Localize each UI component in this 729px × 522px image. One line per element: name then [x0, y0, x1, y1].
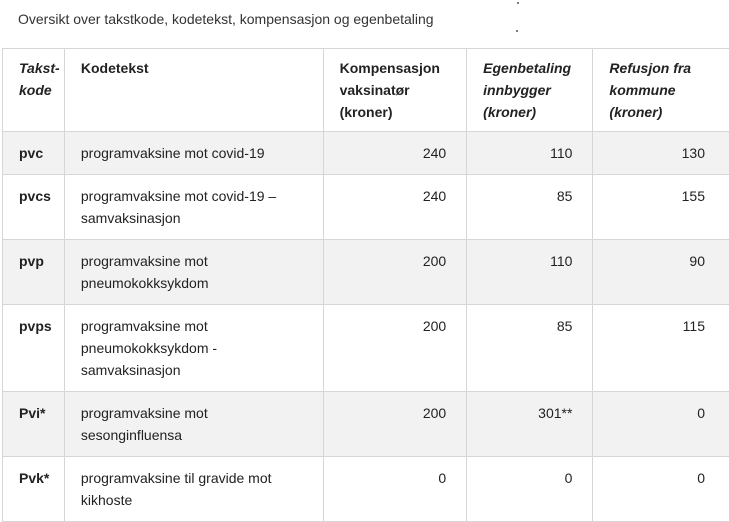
- table-row: [3, 457, 729, 522]
- header-kompensasjon: Kompensasjon vaksinatør (kroner): [323, 49, 467, 132]
- header-egenbetaling: Egenbetaling innbygger (kroner): [467, 49, 593, 132]
- cell-text: programvaksine mot pneumokokksykdom - samvaksinasjon: [64, 305, 323, 392]
- table-row: [3, 132, 729, 175]
- cell-kompensasjon: 200: [323, 240, 467, 305]
- cell-text: programvaksine mot sesonginfluensa: [64, 392, 323, 457]
- header-takstkode: Takst-kode: [3, 49, 65, 132]
- cell-code: pvps: [3, 305, 65, 392]
- cell-refusjon: 115: [593, 305, 729, 392]
- table-row: [3, 240, 729, 305]
- stray-dot: [517, 2, 519, 4]
- cell-kompensasjon: 200: [323, 392, 467, 457]
- cell-refusjon: 90: [593, 240, 729, 305]
- table-row: [3, 305, 729, 392]
- cell-egenbetaling: 110: [467, 132, 593, 175]
- cell-text: programvaksine mot covid-19 – samvaksinasjon: [64, 175, 323, 240]
- cell-refusjon: 130: [593, 132, 729, 175]
- cell-kompensasjon: 240: [323, 132, 467, 175]
- header-kodetekst: Kodetekst: [64, 49, 323, 132]
- cell-code: pvcs: [3, 175, 65, 240]
- cell-code: Pvk*: [3, 457, 65, 522]
- cell-egenbetaling: 85: [467, 175, 593, 240]
- cell-kompensasjon: 200: [323, 305, 467, 392]
- cell-code: Pvi*: [3, 392, 65, 457]
- cell-kompensasjon: 240: [323, 175, 467, 240]
- cell-refusjon: 0: [593, 457, 729, 522]
- cell-kompensasjon: 0: [323, 457, 467, 522]
- table-row: [3, 175, 729, 240]
- cell-egenbetaling: 85: [467, 305, 593, 392]
- table-row: [3, 392, 729, 457]
- cell-text: programvaksine mot pneumokokksykdom: [64, 240, 323, 305]
- table-header-row: [3, 49, 729, 132]
- cell-code: pvc: [3, 132, 65, 175]
- cell-refusjon: 0: [593, 392, 729, 457]
- stray-dot: [516, 30, 518, 32]
- cell-egenbetaling: 110: [467, 240, 593, 305]
- cell-refusjon: 155: [593, 175, 729, 240]
- tariff-table: [2, 48, 729, 522]
- cell-code: pvp: [3, 240, 65, 305]
- cell-text: programvaksine til gravide mot kikhoste: [64, 457, 323, 522]
- header-refusjon: Refusjon fra kommune (kroner): [593, 49, 729, 132]
- cell-egenbetaling: 0: [467, 457, 593, 522]
- cell-egenbetaling: 301**: [467, 392, 593, 457]
- cell-text: programvaksine mot covid-19: [64, 132, 323, 175]
- table-caption: Oversikt over takstkode, kodetekst, kompensasjon og egenbetaling: [18, 10, 434, 28]
